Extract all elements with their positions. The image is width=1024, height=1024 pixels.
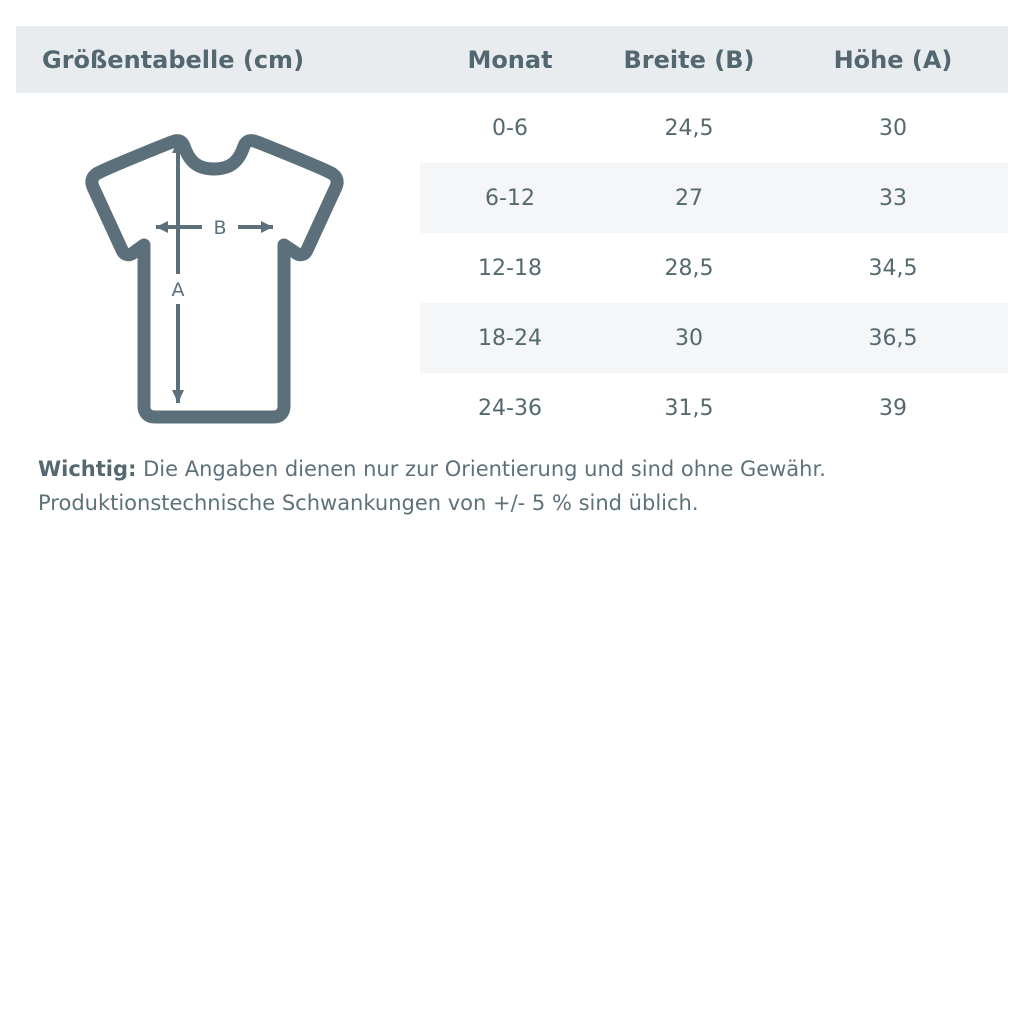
tshirt-diagram [60,128,390,433]
cell-month: 18-24 [420,303,600,373]
cell-month: 24-36 [420,373,600,443]
height-arrow-head-bottom [172,390,184,403]
disclaimer-line-1 [38,452,988,486]
cell-month: 12-18 [420,233,600,303]
cell-width: 28,5 [600,233,778,303]
cell-height: 33 [778,163,1008,233]
size-table-head [16,26,1008,93]
cell-month: 6-12 [420,163,600,233]
cell-height: 30 [778,93,1008,163]
disclaimer-text-1: Die Angaben dienen nur zur Orientierung und sind ohne Gewähr. [136,457,826,481]
cell-width: 30 [600,303,778,373]
table-header-row [16,26,1008,93]
cell-height: 34,5 [778,233,1008,303]
cell-width: 31,5 [600,373,778,443]
header-month: Monat [420,26,600,93]
header-width: Breite (B) [600,26,778,93]
width-arrow-head-right [261,221,273,233]
cell-width: 27 [600,163,778,233]
cell-height: 36,5 [778,303,1008,373]
disclaimer-lead: Wichtig: [38,457,137,481]
header-height: Höhe (A) [778,26,1008,93]
disclaimer-note [38,452,988,520]
header-size-chart-title: Größentabelle (cm) [16,26,420,93]
cell-width: 24,5 [600,93,778,163]
shirt-outline-path [92,141,337,417]
width-arrow-head-left [156,221,168,233]
cell-height: 39 [778,373,1008,443]
height-label: A [171,279,185,301]
cell-month: 0-6 [420,93,600,163]
disclaimer-line-2: Produktionstechnische Schwankungen von +/- 5 % sind üblich. [38,491,699,515]
width-label: B [213,217,227,239]
t-shirt-icon [60,128,390,433]
